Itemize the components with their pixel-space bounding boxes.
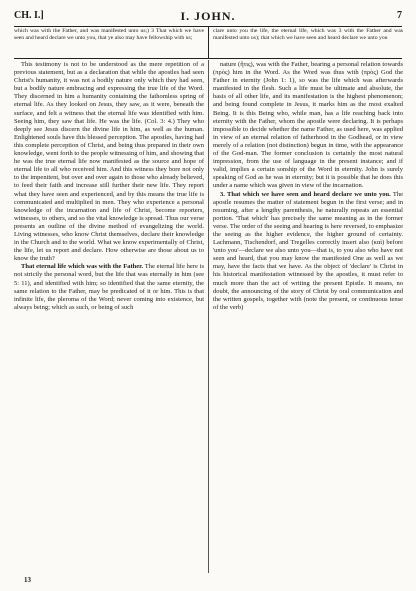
commentary-paragraph [213, 61, 403, 191]
commentary-right-column [213, 61, 403, 573]
paragraph-text: nature (ἥτις), was with the Father, bearing a personal relation towards (πρὸς) him in the Word. As the Word was thus with (πρὸς) God the Father in eternity (John 1: 1), so was the life which was afterwards manifested in the flesh. Such a life must be ultimate and absolute, the basis of all other life, and its manifestation is the highest phenomenon; and being found complete in Jesus, it marks him as the most exalted Being. It is this Being who, while man, has a life reaching back into eternity with the Father, whom the apostle were declaring. It is perhaps impossible to decide whether the name Father, as used here, was applied in view of an eternal relation of fatherhood in the Godhead, or in view merely of a relation (not distinction) begun in time, with the appearance of the God-man. The former conclusion is certainly the most natural impression, from the use of language in the present instance; and if valid, implies a certain sonship of the Word in eternity. John is surely speaking of God as he was in eternity; but it is possible that he does this under a name which was given in view of the incarnation. [213, 61, 403, 190]
notes-column-divider [208, 27, 209, 58]
body-column-divider [208, 60, 209, 573]
commentary-paragraph [14, 61, 204, 263]
scripture-note-right: clare unto you the life, the eternal life, which was 3 with the Father and was manifested unto us); that which we have seen and heard declare we unto you [213, 28, 403, 41]
chapter-label: CH. I.] [14, 10, 44, 21]
paragraph-text: The eternal life here is not strictly the personal word, but the life that was eternally in him (see 5: 11), and identified with him; so identified that the same eternity, the same relation to the Father, may be predicated of it or him. This is that infinite life, the pleroma of the Word; never coming into existence, but always being; which as such, or being of such [14, 263, 204, 311]
paragraph-text: This testimony is not to be understood as the mere repetition of a previous statement, but as a declaration that while the apostles had seen Christ's humanity, it was not a bodily nature only which they had seen, but a bodily nature embracing and expressing the true life of the Word. They discerned in him a humanity containing the fathomless spring of eternal life. As they looked on Jesus, they saw, as it were, beneath the surface, and felt a witness that the eternal life was identified with him. Seeing him, they saw that life. He was the life. (Col. 3: 4.) They who deeply see Jesus discern the divine life in him, as well as the human. Enlightened souls have this blessed perception. The apostles, having had this complete perception of Christ, and being thus prepared in their own knowledge, went forth to the people witnessing of him, and showing that he was the true eternal life now manifested as the source and hope of eternal life to all who received him. And this witness they bore not only to the impenitent, but over and over again to those who already believed, to feed their faith and increase still further their new life. They report what they have seen and experienced, and by this means the true life is communicated and multiplied in men. They who experience a personal knowledge of the incarnation and life of Christ, become reporters, witnesses, to others, and so the vital knowledge is spread. Thus our verse presents an outline of the divine method of evangelizing the world. Living witnesses, who know Christ themselves, declare their knowledge in the Church and to the world. What we know experimentally of Christ, the life, let us report and declare. How otherwise are those about us to know the truth? [14, 61, 204, 263]
verse-lemma: 3. That which we have seen and heard declare we unto you. [220, 190, 391, 198]
notes-rule [14, 58, 402, 59]
paragraph-text: The apostle resumes the matter of statement begun in the first verse; and in resuming, after a lengthy parenthesis, he naturally repeats an essential portion. 'That which' has precisely the same meaning as in the former verse. The order of the seeing and hearing is here reversed, to emphasize the seeing as the higher evidence, the higher ground of certainty. Lachmann, Tischendorf, and Tregelles correctly insert also (καὶ) before 'unto you'—declare we also unto you—that is, to you also who have not seen and heard, that you may know the manifested One as well as we may, have the facts that we have. As the object of 'declare' is Christ in his historical manifestation witnessed by the apostles, it must refer to much more than the act of writing the present Epistle. It means, no doubt, the announcing of the story of Christ by oral communication and the written gospels, together with (note the present, or continuous tense of the verb) [213, 190, 403, 311]
running-header [14, 10, 402, 26]
scripture-note-left: which was with the Father, and was manifested unto us;) 3 That which we have seen and heard declare we unto you, that ye also may have fellowship with us; [14, 28, 204, 41]
commentary-paragraph [213, 191, 403, 312]
signature-mark: 13 [24, 576, 31, 584]
page-number: 7 [397, 10, 402, 21]
book-title: I. JOHN. [180, 9, 236, 23]
commentary-left-column [14, 61, 204, 573]
commentary-paragraph [14, 263, 204, 312]
verse-lemma: That eternal life which was with the Father. [21, 263, 144, 271]
